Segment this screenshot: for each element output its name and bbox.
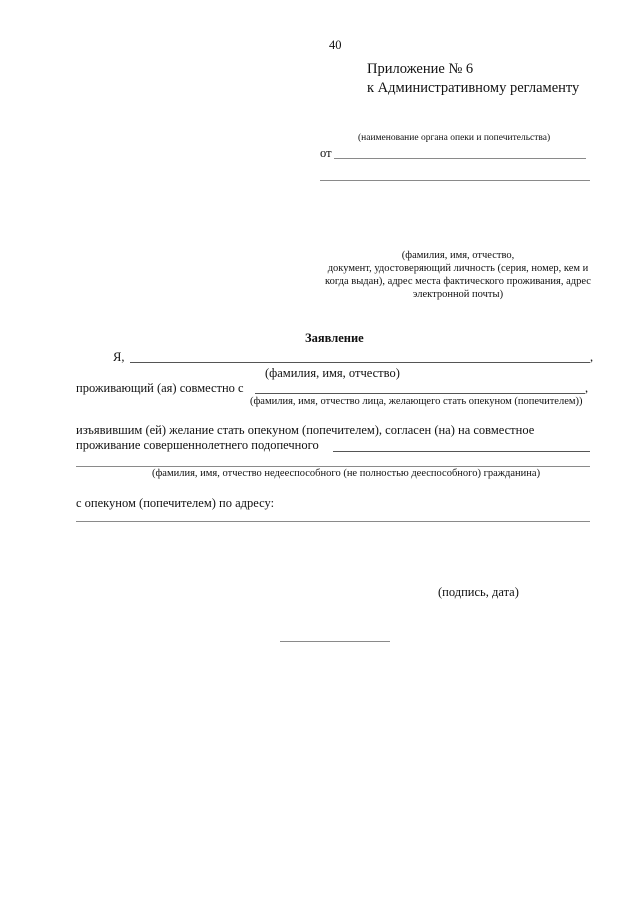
i-caption: (фамилия, имя, отчество): [265, 366, 400, 380]
footnote-divider: [280, 641, 390, 642]
ward-line-2[interactable]: [76, 466, 590, 467]
desire-line-2: проживание совершеннолетнего подопечного: [76, 438, 319, 452]
address-line[interactable]: [76, 521, 590, 522]
ward-line-1[interactable]: [333, 451, 590, 452]
regulation-reference: к Административному регламенту: [367, 80, 580, 96]
applicant-line[interactable]: [320, 180, 590, 181]
statement-title: Заявление: [305, 331, 364, 345]
i-comma: ,: [590, 350, 594, 364]
living-caption: (фамилия, имя, отчество лица, желающего стать опекуном (попечителем)): [250, 396, 583, 407]
address-label: с опекуном (попечителем) по адресу:: [76, 496, 275, 510]
authority-caption: (наименование органа опеки и попечительства): [358, 133, 551, 143]
ward-caption: (фамилия, имя, отчество недееспособного (не полностью дееспособного) гражданина): [152, 468, 541, 479]
page-number: 40: [329, 38, 342, 52]
signature-caption: (подпись, дата): [438, 585, 519, 599]
living-comma: ,: [585, 381, 589, 395]
appendix-title: Приложение № 6: [367, 61, 474, 77]
from-line[interactable]: [334, 158, 586, 159]
guardian-name-line[interactable]: [255, 393, 585, 394]
from-label: от: [320, 146, 332, 160]
applicant-caption: (фамилия, имя, отчество, документ, удостоверяющий личность (серия, номер, кем и когда выдан), адрес места фактического проживания, адрес электронной почты): [325, 250, 591, 300]
i-label: Я,: [113, 350, 125, 364]
desire-line-1: изъявившим (ей) желание стать опекуном (попечителем), согласен (на) на совместное: [76, 423, 535, 437]
living-label: проживающий (ая) совместно с: [76, 381, 244, 395]
i-name-line[interactable]: [130, 362, 590, 363]
